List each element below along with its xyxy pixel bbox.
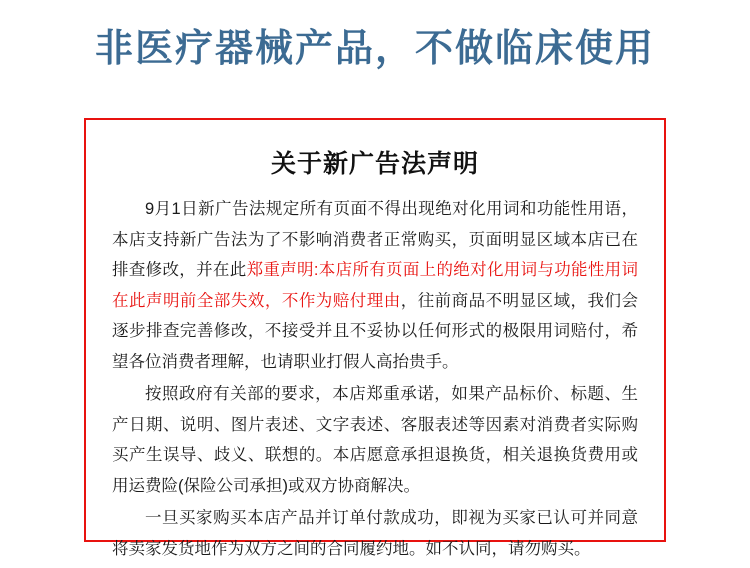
- notice-paragraph-1-emphasis: 郑重声明:本店所有页面上的绝对化用词与功能性用词在此声明前全部失效，不作为赔付理由: [112, 261, 638, 310]
- advertising-law-notice-box: [84, 118, 666, 558]
- notice-paragraph-1-text-before: 9月1日新广告法规定所有页面不得出现绝对化用词和功能性用语，本店支持新广告法为了不影响消费者正常购买，页面明显区域本店已在排查修改，并在此: [112, 200, 638, 280]
- notice-paragraph-1: [112, 194, 638, 377]
- notice-title: 关于新广告法声明: [270, 150, 479, 178]
- notice-paragraph-3: 一旦买家购买本店产品并订单付款成功，即视为买家已认可并同意将卖家发货地作为双方之间的合同履约地。如不认同，请勿购买。: [112, 509, 638, 558]
- notice-paragraph-1-text-after: ，往前商品不明显区域，我们会逐步排查完善修改，不接受并且不妥协以任何形式的极限用词赔付，希望各位消费者理解，也请职业打假人高抬贵手。: [112, 291, 639, 371]
- page-headline: 非医疗器械产品，不做临床使用: [94, 28, 655, 70]
- notice-paragraph-2: 按照政府有关部的要求，本店郑重承诺，如果产品标价、标题、生产日期、说明、图片表述、文字表述、客服表述等因素对消费者实际购买产生误导、歧义、联想的。本店愿意承担退换货，相关退换货费用或用运费险(保险公司承担)或双方协商解决。: [112, 385, 638, 495]
